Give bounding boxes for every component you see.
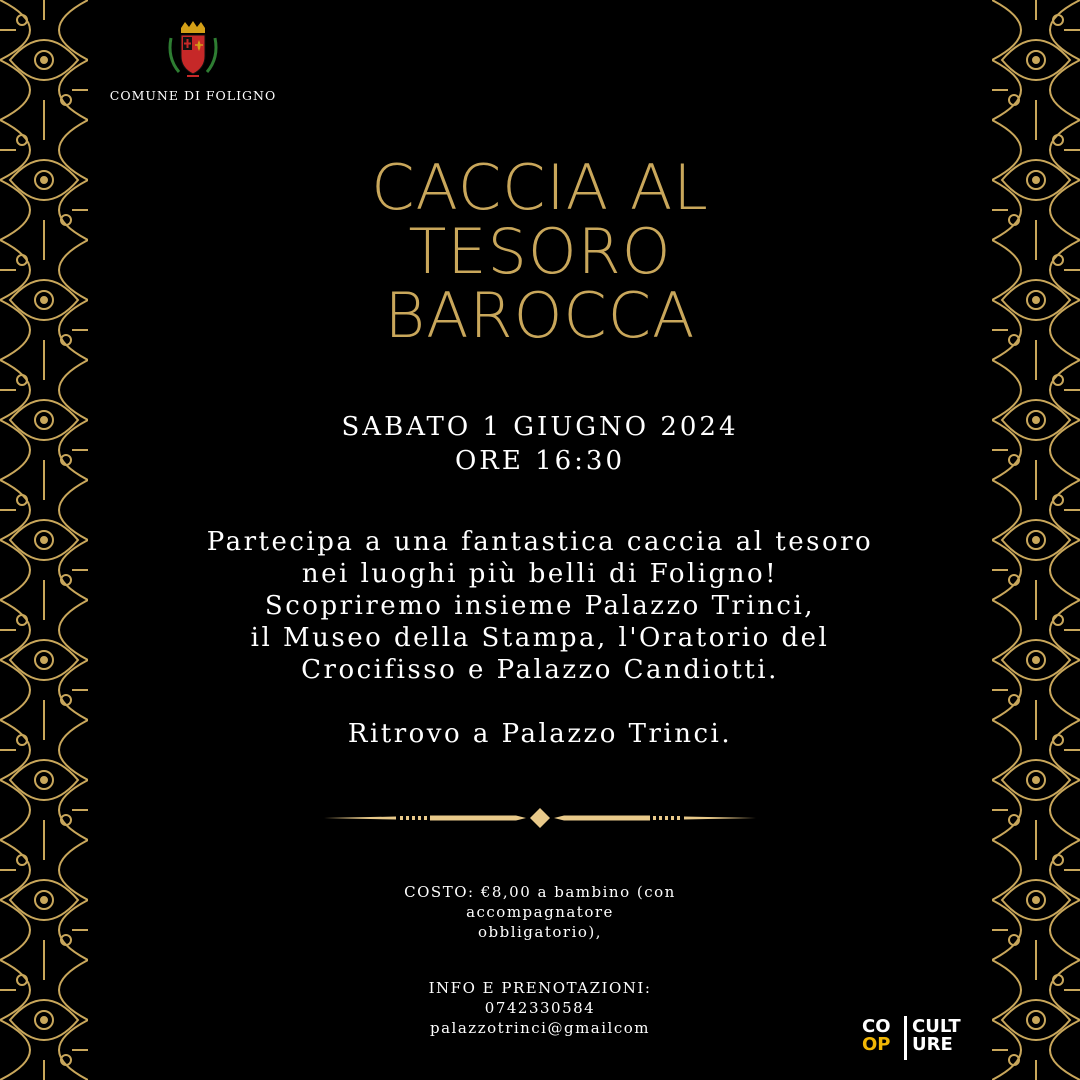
description-line: nei luoghi più belli di Foligno! — [301, 559, 779, 589]
event-description — [150, 526, 930, 686]
comune-logo — [108, 18, 278, 103]
right-ornamental-border — [992, 0, 1080, 1080]
logo-fragment: CO — [862, 1016, 891, 1037]
email-address: palazzotrinci@gmailcom — [430, 1019, 650, 1037]
coat-of-arms-icon — [161, 18, 225, 82]
logo-text-op: OP — [862, 1034, 891, 1055]
time-line: ORE 16:30 — [454, 446, 626, 476]
logo-text-ure: URE — [912, 1034, 953, 1055]
coopculture-logo — [862, 1016, 962, 1062]
description-line: Crocifisso e Palazzo Candiotti. — [301, 655, 779, 685]
event-date — [200, 410, 880, 478]
cost-line: COSTO: €8,00 a bambino (con — [404, 883, 676, 901]
cost-line: accompagnatore — [466, 903, 614, 921]
info-heading: INFO E PRENOTAZIONI: — [428, 979, 652, 997]
phone-number: 0742330584 — [484, 999, 596, 1017]
booking-info — [340, 978, 740, 1038]
meeting-point: Ritrovo a Palazzo Trinci. — [347, 719, 733, 749]
event-title — [200, 151, 880, 352]
logo-text-cult: CULT — [912, 1016, 961, 1037]
left-ornamental-border — [0, 0, 88, 1080]
comune-name: COMUNE DI FOLIGNO — [109, 88, 277, 103]
cost-line: obbligatorio), — [477, 923, 603, 941]
cost-info — [340, 882, 740, 942]
title-line: CACCIA AL — [371, 151, 709, 224]
title-line: TESORO — [408, 215, 672, 288]
ornamental-divider — [320, 804, 760, 832]
logo-divider — [904, 1016, 907, 1060]
date-line: SABATO 1 GIUGNO 2024 — [341, 412, 739, 442]
description-line: il Museo della Stampa, l'Oratorio del — [250, 623, 830, 653]
description-line: Scopriremo insieme Palazzo Trinci, — [264, 591, 816, 621]
title-line: BAROCCA — [384, 279, 696, 352]
description-line: Partecipa a una fantastica caccia al tesoro — [206, 527, 874, 557]
